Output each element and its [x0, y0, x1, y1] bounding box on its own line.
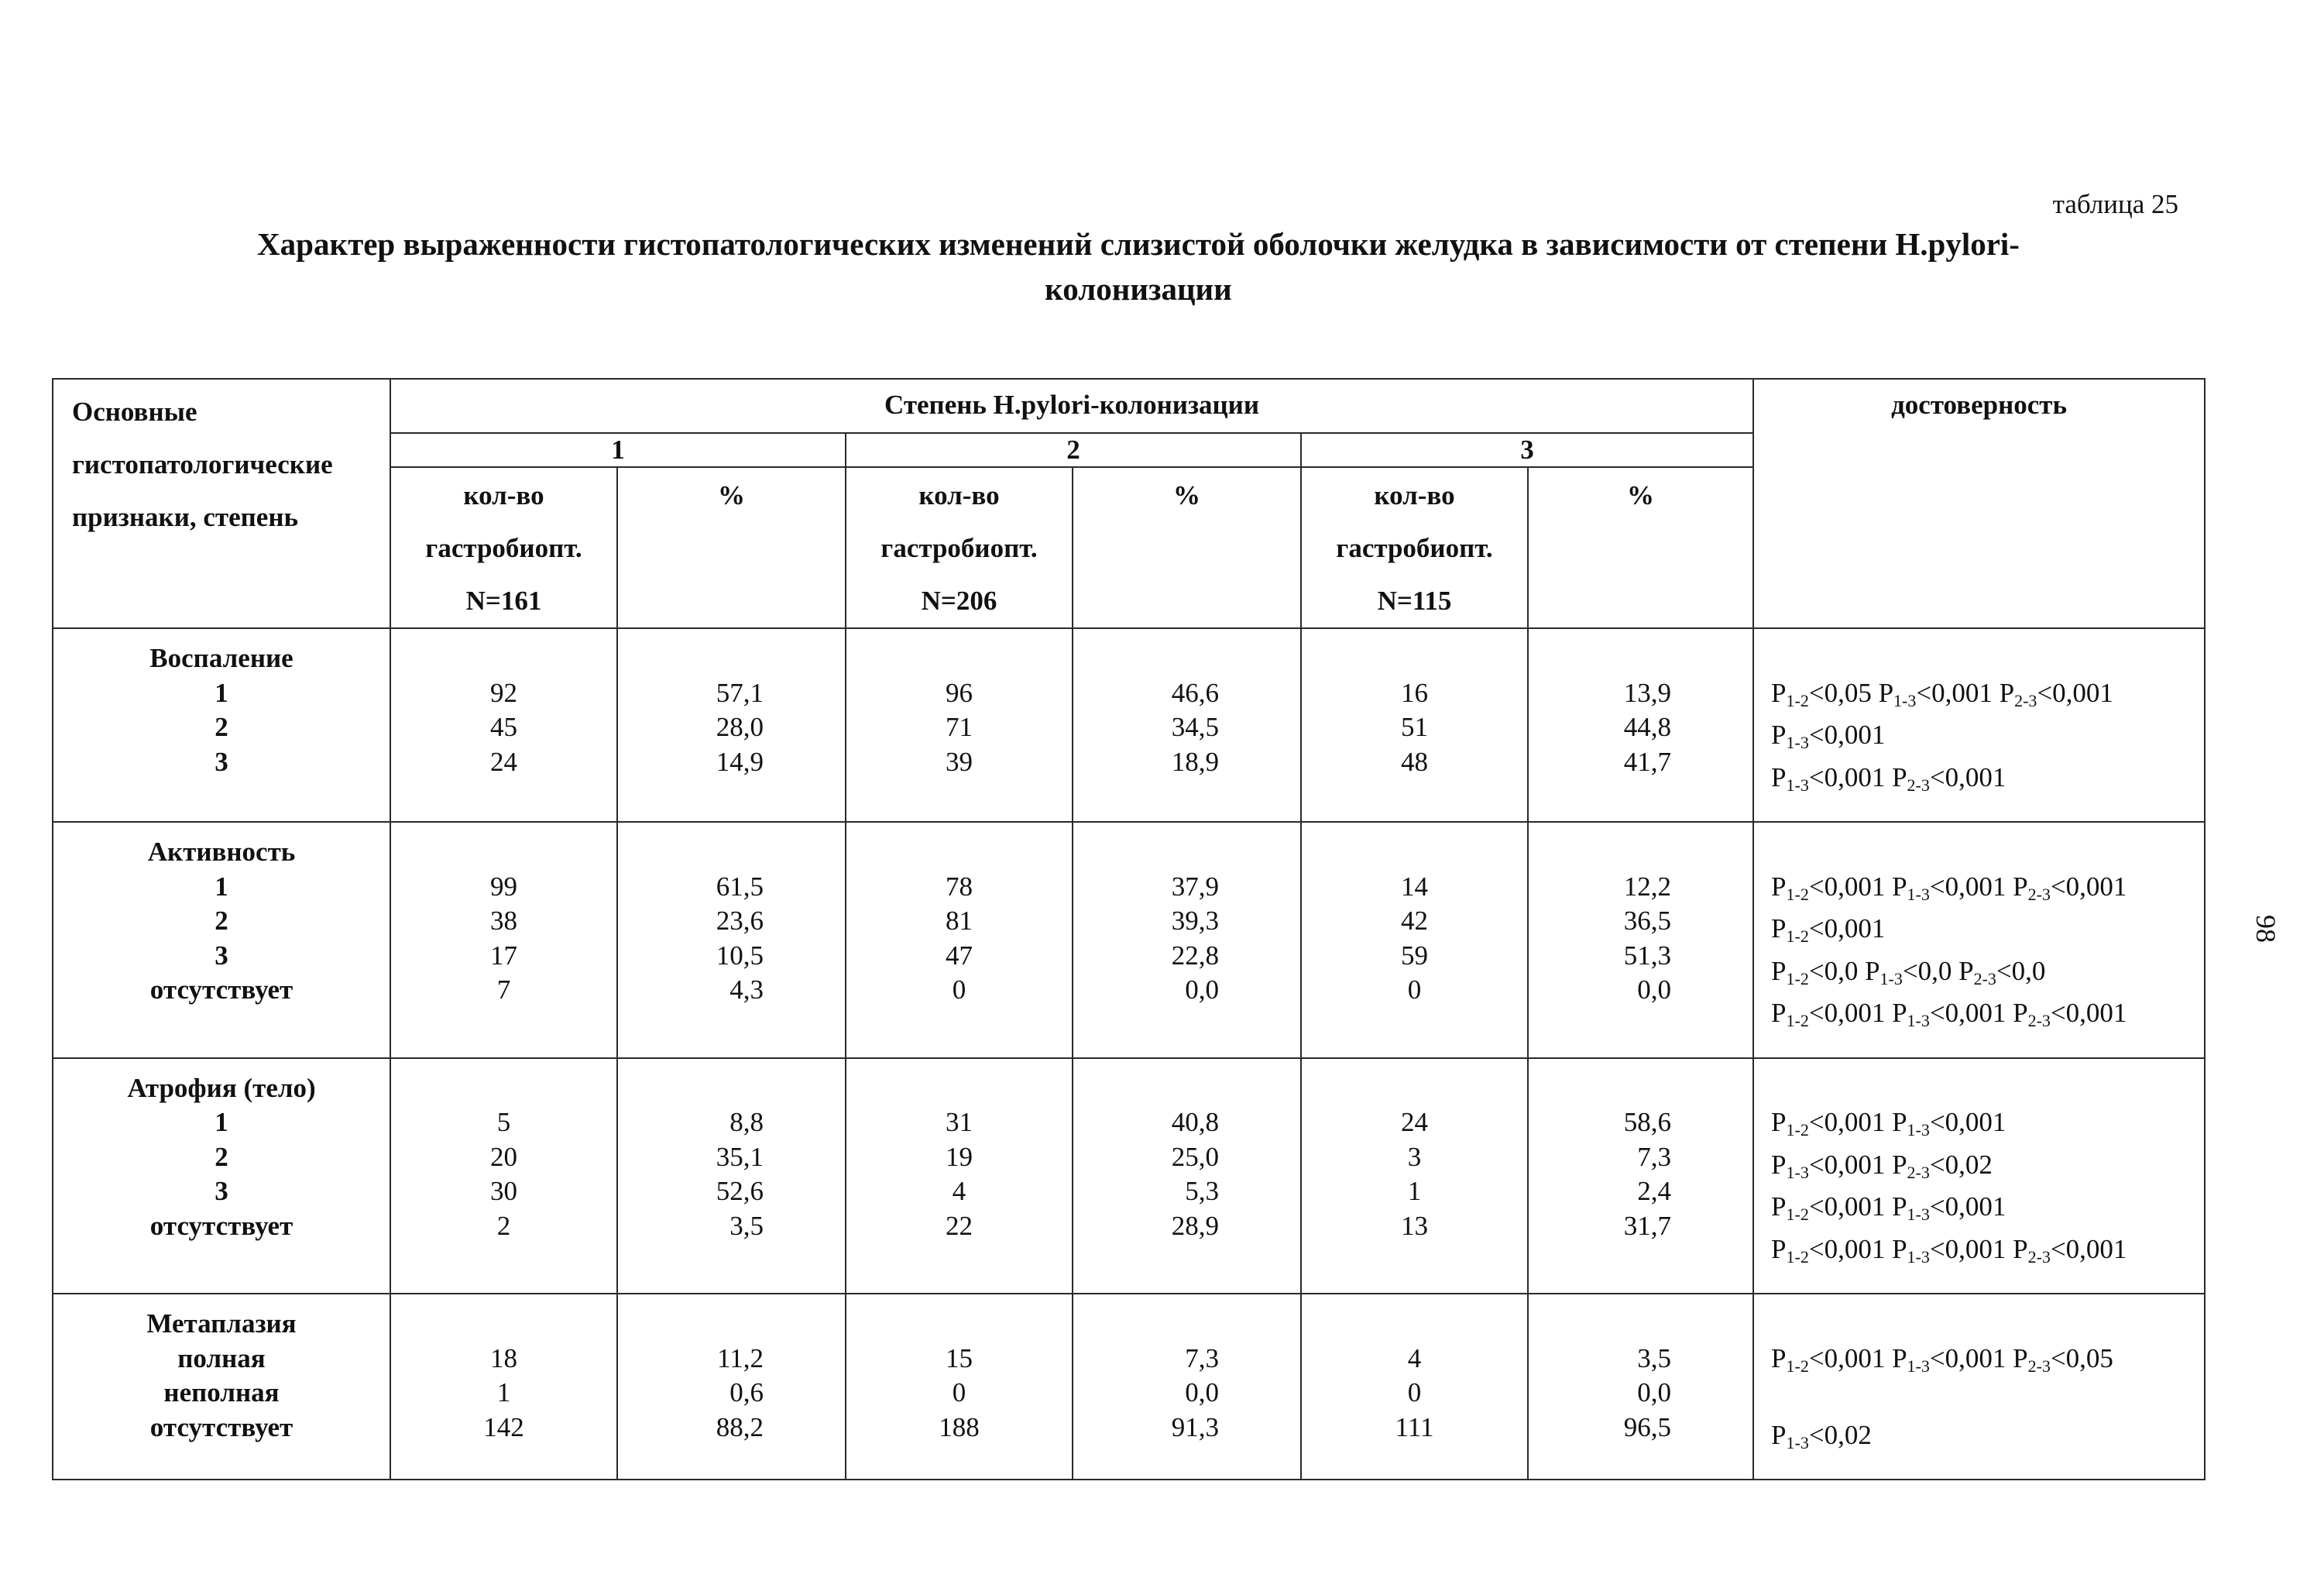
- significance-cell: [1771, 1190, 2204, 1232]
- significance-cell: [1771, 1418, 2204, 1461]
- percent-cell-column: [1073, 1058, 1301, 1294]
- count-cell: 15: [946, 1342, 973, 1373]
- count-cell: 2: [496, 1210, 511, 1241]
- section-labels: [53, 1058, 390, 1294]
- p-value-threshold: <0,001: [1808, 720, 1886, 750]
- count-cell: 45: [490, 712, 517, 742]
- percent-cell: 51,3: [1623, 940, 1672, 971]
- p-value-threshold: <0,001: [1929, 1233, 2006, 1264]
- count-cell: 1: [496, 1377, 511, 1408]
- p-value: $P_{1-2}<0,001$: [1771, 998, 1886, 1030]
- percent-cell: 0,0: [1637, 974, 1672, 1005]
- p-value-comparison: 1-3: [1907, 1356, 1930, 1376]
- percent-cell: 34,5: [1171, 712, 1219, 742]
- p-value-threshold: <0,001: [1929, 998, 2006, 1028]
- percent-cell-column: [1528, 822, 1753, 1058]
- p-value-comparison: 1-3: [1786, 1432, 1809, 1452]
- p-value-comparison: 1-2: [1786, 926, 1809, 946]
- section-title: Атрофия (тело): [127, 1072, 316, 1103]
- p-value-threshold: <0,0: [1902, 955, 1952, 986]
- count-header-line: гастробиопт.: [881, 533, 1038, 563]
- count-cell: 3: [1407, 1141, 1422, 1172]
- significance-column: [1753, 1058, 2205, 1294]
- p-value: $P_{1-3}<0,001$: [1892, 1233, 2006, 1267]
- count-cell: 24: [490, 746, 517, 777]
- p-value: $P_{1-3}<0,001$: [1878, 677, 1993, 710]
- significance-cell: [1771, 1342, 2204, 1384]
- p-value-comparison: 1-3: [1907, 1205, 1930, 1224]
- p-value-comparison: 1-3: [1907, 1246, 1930, 1267]
- p-value-threshold: <0,001: [1808, 761, 1886, 792]
- p-value-comparison: 1-2: [1786, 1205, 1809, 1224]
- significance-column: [1753, 822, 2205, 1058]
- count-cell: 111: [1395, 1411, 1434, 1442]
- percent-cell: 3,5: [1637, 1342, 1672, 1373]
- p-value-threshold: <0,0: [1808, 955, 1859, 986]
- percent-cell: 4,3: [729, 974, 764, 1005]
- significance-cell: [1771, 718, 2204, 761]
- p-value-comparison: 1-2: [1786, 968, 1809, 988]
- percent-header: %: [1073, 467, 1301, 628]
- count-cell: 99: [490, 871, 517, 902]
- p-value-threshold: <0,001: [1808, 1233, 1886, 1264]
- p-value-threshold: <0,001: [2050, 998, 2127, 1028]
- count-cell: 19: [946, 1141, 973, 1172]
- section-labels: [53, 822, 390, 1058]
- significance-cell: [1771, 676, 2204, 719]
- section-title: Активность: [147, 837, 296, 867]
- p-value-comparison: 1-2: [1786, 1011, 1809, 1030]
- count-cell: 14: [1401, 871, 1428, 902]
- percent-cell: 39,3: [1171, 906, 1219, 936]
- percent-cell: 35,1: [716, 1141, 764, 1172]
- section-row: [53, 822, 2205, 1058]
- percent-cell-column: [1073, 628, 1301, 822]
- count-header: [390, 467, 617, 628]
- count-cell: 4: [952, 1176, 966, 1206]
- count-header-line: гастробиопт.: [1336, 533, 1493, 563]
- row-label: 2: [215, 906, 228, 936]
- percent-cell: 52,6: [716, 1176, 764, 1206]
- p-value-threshold: <0,001: [1808, 1149, 1886, 1180]
- count-cell: 59: [1401, 940, 1428, 971]
- percent-cell-column: [617, 1294, 846, 1480]
- row-label: 1: [215, 1107, 228, 1137]
- percent-cell: 28,0: [716, 712, 764, 742]
- p-value-threshold: <0,001: [2037, 677, 2113, 708]
- count-cell: 16: [1401, 677, 1428, 708]
- percent-cell-column: [1528, 628, 1753, 822]
- p-value-threshold: <0,001: [1929, 871, 2006, 902]
- count-cell: 13: [1401, 1210, 1428, 1241]
- percent-cell: 3,5: [729, 1210, 764, 1241]
- row-label: 1: [215, 677, 228, 708]
- significance-cell: [1771, 870, 2204, 913]
- count-header: [1301, 467, 1528, 628]
- p-value: $P_{1-3}<0,0$: [1865, 955, 1952, 988]
- percent-cell: 22,8: [1171, 940, 1219, 971]
- count-cell: 38: [490, 906, 517, 936]
- percent-cell: 91,3: [1171, 1411, 1219, 1442]
- p-value-comparison: 2-3: [2027, 1246, 2051, 1267]
- percent-cell-column: [1528, 1294, 1753, 1480]
- p-value-comparison: 2-3: [2014, 690, 2037, 710]
- p-value-comparison: 1-2: [1786, 1120, 1809, 1139]
- percent-cell: 44,8: [1623, 712, 1672, 742]
- p-value-comparison: 2-3: [2027, 884, 2051, 904]
- row-label: неполная: [163, 1377, 280, 1408]
- row-label: отсутствует: [149, 1210, 294, 1241]
- section-labels: [53, 1294, 390, 1480]
- percent-cell: 11,2: [717, 1342, 764, 1373]
- row-label-header-line: признаки, степень: [72, 502, 298, 532]
- p-value-comparison: 1-2: [1786, 1246, 1809, 1267]
- percent-header: %: [617, 467, 846, 628]
- count-header-n: N=115: [1377, 586, 1452, 616]
- percent-cell: 46,6: [1171, 677, 1219, 708]
- percent-cell-column: [617, 1058, 846, 1294]
- p-value: $P_{1-3}<0,02$: [1771, 1419, 1872, 1452]
- p-value-threshold: <0,001: [1929, 761, 2006, 792]
- p-value: $P_{1-2}<0,001$: [1771, 913, 1886, 946]
- count-cell: 47: [946, 940, 973, 971]
- percent-cell-column: [617, 822, 846, 1058]
- count-cell: 17: [490, 940, 517, 971]
- significance-cell: [1771, 1232, 2204, 1275]
- p-value-comparison: 1-3: [1907, 884, 1930, 904]
- significance-cell: [1771, 761, 2204, 803]
- count-cell-column: [1301, 822, 1528, 1058]
- p-value-threshold: <0,001: [2050, 1233, 2127, 1264]
- count-cell-column: [846, 628, 1073, 822]
- p-value-threshold: <0,001: [1916, 677, 1993, 708]
- p-value: $P_{2-3}<0,001$: [1892, 761, 2006, 795]
- p-value-comparison: 1-2: [1786, 690, 1809, 710]
- count-cell-column: [390, 1058, 617, 1294]
- percent-cell-column: [1073, 822, 1301, 1058]
- percent-cell: 57,1: [716, 677, 764, 708]
- significance-cell: [1771, 996, 2204, 1039]
- count-cell: 7: [496, 974, 511, 1005]
- p-value: $P_{1-2}<0,001$: [1771, 871, 1886, 904]
- row-label-header-line: гистопатологические: [72, 449, 333, 479]
- percent-cell: 36,5: [1623, 906, 1672, 936]
- p-value-comparison: 1-3: [1907, 1120, 1930, 1139]
- count-cell: 0: [1407, 974, 1422, 1005]
- p-value-comparison: 2-3: [1973, 968, 1996, 988]
- row-label: отсутствует: [149, 1411, 294, 1442]
- percent-cell: 18,9: [1171, 746, 1219, 777]
- percent-cell: 41,7: [1623, 746, 1672, 777]
- title-line-1: Характер выраженности гистопатологических изменений слизистой оболочки желудка в зависимости от степени H.pylori-: [257, 226, 2020, 262]
- count-cell: 71: [946, 712, 973, 742]
- significance-header: достоверность: [1753, 379, 2205, 628]
- percent-cell: 88,2: [716, 1411, 764, 1442]
- count-header-n: N=161: [465, 586, 542, 616]
- count-cell: 4: [1407, 1342, 1422, 1373]
- p-value-comparison: 2-3: [2027, 1011, 2051, 1030]
- count-cell: 0: [1407, 1377, 1422, 1408]
- count-cell: 92: [490, 677, 517, 708]
- count-cell-column: [390, 822, 617, 1058]
- percent-cell: 0,6: [729, 1377, 764, 1408]
- percent-cell: 58,6: [1623, 1107, 1672, 1137]
- p-value-threshold: <0,001: [1929, 1107, 2006, 1137]
- percent-cell: 37,9: [1171, 871, 1219, 902]
- p-value: $P_{1-3}<0,001$: [1892, 1107, 2006, 1139]
- section-title: Воспаление: [149, 643, 294, 673]
- count-cell: 0: [952, 974, 966, 1005]
- section-title: Метаплазия: [146, 1308, 297, 1339]
- percent-cell: 5,3: [1185, 1176, 1219, 1206]
- significance-cell: [1771, 912, 2204, 954]
- p-value-threshold: <0,001: [1808, 913, 1886, 944]
- p-value-threshold: <0,05: [2050, 1342, 2113, 1373]
- count-cell: 42: [1401, 906, 1428, 936]
- document-title: [93, 222, 2184, 311]
- count-cell-column: [1301, 628, 1528, 822]
- row-label-header: [53, 379, 390, 628]
- count-cell: 96: [946, 677, 973, 708]
- count-cell-column: [846, 1294, 1073, 1480]
- p-value: $P_{1-2}<0,001$: [1771, 1342, 1886, 1376]
- p-value: $P_{1-3}<0,001$: [1892, 1342, 2006, 1376]
- p-value-threshold: <0,02: [1808, 1419, 1872, 1450]
- count-header-line: кол-во: [1374, 480, 1455, 510]
- p-value-threshold: <0,05: [1808, 677, 1872, 708]
- histopathology-table: [52, 378, 2206, 1480]
- p-value: $P_{1-3}<0,001$: [1771, 1149, 1886, 1182]
- p-value: $P_{2-3}<0,001$: [2013, 998, 2127, 1030]
- p-value-threshold: <0,001: [1929, 1342, 2006, 1373]
- percent-cell: 14,9: [716, 746, 764, 777]
- grade-header-1: 1: [390, 433, 846, 467]
- section-row: [53, 1058, 2205, 1294]
- row-label: 3: [215, 1176, 228, 1206]
- p-value-threshold: <0,001: [2050, 871, 2127, 902]
- p-value-threshold: <0,001: [1929, 1191, 2006, 1222]
- row-label: отсутствует: [149, 974, 294, 1005]
- count-header-n: N=206: [921, 586, 997, 616]
- percent-cell: 23,6: [716, 906, 764, 936]
- count-cell: 18: [490, 1342, 517, 1373]
- percent-cell-column: [1528, 1058, 1753, 1294]
- p-value-comparison: 2-3: [1907, 775, 1930, 795]
- count-cell: 188: [939, 1411, 980, 1442]
- p-value: $P_{1-2}<0,001$: [1771, 1191, 1886, 1224]
- percent-cell: 0,0: [1185, 974, 1219, 1005]
- p-value-comparison: 1-3: [1879, 968, 1903, 988]
- p-value-threshold: <0,001: [1808, 1191, 1886, 1222]
- row-label: 3: [215, 746, 228, 777]
- significance-cell: [1771, 1383, 2204, 1418]
- section-row: [53, 628, 2205, 822]
- p-value-threshold: <0,001: [1808, 1342, 1886, 1373]
- row-label-header-line: Основные: [72, 397, 197, 427]
- percent-cell: 0,0: [1637, 1377, 1672, 1408]
- percent-cell: 13,9: [1623, 677, 1672, 708]
- significance-cell: [1771, 1105, 2204, 1148]
- percent-cell: 8,8: [729, 1107, 764, 1137]
- grade-header-2: 2: [846, 433, 1301, 467]
- row-label: 2: [215, 1141, 228, 1172]
- row-label: 3: [215, 940, 228, 971]
- section-row: [53, 1294, 2205, 1480]
- count-cell-column: [390, 1294, 617, 1480]
- percent-cell: 12,2: [1623, 871, 1672, 902]
- p-value-comparison: 1-3: [1907, 1011, 1930, 1030]
- row-label: полная: [177, 1342, 266, 1373]
- p-value-comparison: 1-3: [1893, 690, 1917, 710]
- count-cell: 24: [1401, 1107, 1428, 1137]
- table-caption: таблица 25: [2052, 189, 2178, 219]
- count-cell-column: [390, 628, 617, 822]
- significance-column: [1753, 628, 2205, 822]
- significance-cell: [1771, 954, 2204, 997]
- p-value: $P_{2-3}<0,001$: [1999, 677, 2113, 710]
- p-value: $P_{2-3}<0,001$: [2013, 871, 2127, 904]
- percent-cell: 40,8: [1171, 1107, 1219, 1137]
- count-cell-column: [846, 1058, 1073, 1294]
- percent-cell: 0,0: [1185, 1377, 1219, 1408]
- count-cell: 142: [483, 1411, 524, 1442]
- p-value-threshold: <0,02: [1929, 1149, 1993, 1180]
- p-value: $P_{1-2}<0,001$: [1771, 1233, 1886, 1267]
- row-label: 2: [215, 712, 228, 742]
- section-labels: [53, 628, 390, 822]
- count-cell: 30: [490, 1176, 517, 1206]
- count-cell-column: [1301, 1294, 1528, 1480]
- p-value-comparison: 1-3: [1786, 775, 1809, 795]
- p-value: $P_{1-3}<0,001$: [1892, 871, 2006, 904]
- percent-cell: 7,3: [1637, 1141, 1672, 1172]
- count-cell: 39: [946, 746, 973, 777]
- percent-cell-column: [1073, 1294, 1301, 1480]
- percent-cell: 96,5: [1623, 1411, 1672, 1442]
- percent-cell: 31,7: [1623, 1210, 1672, 1241]
- percent-cell: 28,9: [1171, 1210, 1219, 1241]
- colonization-group-header: Степень H.pylori-колонизации: [390, 379, 1753, 433]
- count-header-line: кол-во: [463, 480, 544, 510]
- p-value: $P_{2-3}<0,05$: [2013, 1342, 2113, 1376]
- count-cell: 48: [1401, 746, 1428, 777]
- p-value: $P_{2-3}<0,02$: [1892, 1149, 1993, 1182]
- percent-cell: 7,3: [1185, 1342, 1219, 1373]
- percent-cell: 10,5: [716, 940, 764, 971]
- count-cell: 0: [952, 1377, 966, 1408]
- significance-cell: [1771, 1148, 2204, 1191]
- p-value: $P_{1-3}<0,001$: [1771, 761, 1886, 795]
- p-value-comparison: 1-2: [1786, 1356, 1809, 1376]
- count-cell: 78: [946, 871, 973, 902]
- p-value-comparison: 1-2: [1786, 884, 1809, 904]
- p-value: $P_{1-2}<0,0$: [1771, 955, 1859, 988]
- p-value-comparison: 1-3: [1786, 733, 1809, 752]
- count-cell: 22: [946, 1210, 973, 1241]
- count-header: [846, 467, 1073, 628]
- count-cell-column: [846, 822, 1073, 1058]
- percent-header: %: [1528, 467, 1753, 628]
- p-value-comparison: 2-3: [2027, 1356, 2051, 1376]
- count-cell: 1: [1407, 1176, 1422, 1206]
- p-value-threshold: <0,001: [1808, 998, 1886, 1028]
- title-line-2: колонизации: [1045, 271, 1232, 307]
- percent-cell: 25,0: [1171, 1141, 1219, 1172]
- percent-cell: 2,4: [1637, 1176, 1672, 1206]
- p-value-comparison: 2-3: [1907, 1162, 1930, 1182]
- p-value-threshold: <0,0: [1996, 955, 2046, 986]
- p-value: $P_{1-2}<0,05$: [1771, 677, 1872, 710]
- count-cell: 5: [496, 1107, 511, 1137]
- count-header-line: гастробиопт.: [425, 533, 582, 563]
- count-cell: 31: [946, 1107, 973, 1137]
- percent-cell-column: [617, 628, 846, 822]
- percent-cell: 61,5: [716, 871, 764, 902]
- p-value: $P_{1-3}<0,001$: [1892, 998, 2006, 1030]
- p-value: $P_{2-3}<0,001$: [2013, 1233, 2127, 1267]
- count-cell: 81: [946, 906, 973, 936]
- p-value: $P_{1-3}<0,001$: [1771, 720, 1886, 752]
- p-value: $P_{1-3}<0,001$: [1892, 1191, 2006, 1224]
- p-value-threshold: <0,001: [1808, 871, 1886, 902]
- grade-header-3: 3: [1301, 433, 1753, 467]
- row-label: 1: [215, 871, 228, 902]
- count-cell-column: [1301, 1058, 1528, 1294]
- p-value-comparison: 1-3: [1786, 1162, 1809, 1182]
- count-header-line: кол-во: [918, 480, 1000, 510]
- significance-column: [1753, 1294, 2205, 1480]
- count-cell: 51: [1401, 712, 1428, 742]
- p-value: $P_{2-3}<0,0$: [1958, 955, 2046, 988]
- p-value: $P_{1-2}<0,001$: [1771, 1107, 1886, 1139]
- p-value-threshold: <0,001: [1808, 1107, 1886, 1137]
- page-number: 98: [2250, 915, 2281, 943]
- count-cell: 20: [490, 1141, 517, 1172]
